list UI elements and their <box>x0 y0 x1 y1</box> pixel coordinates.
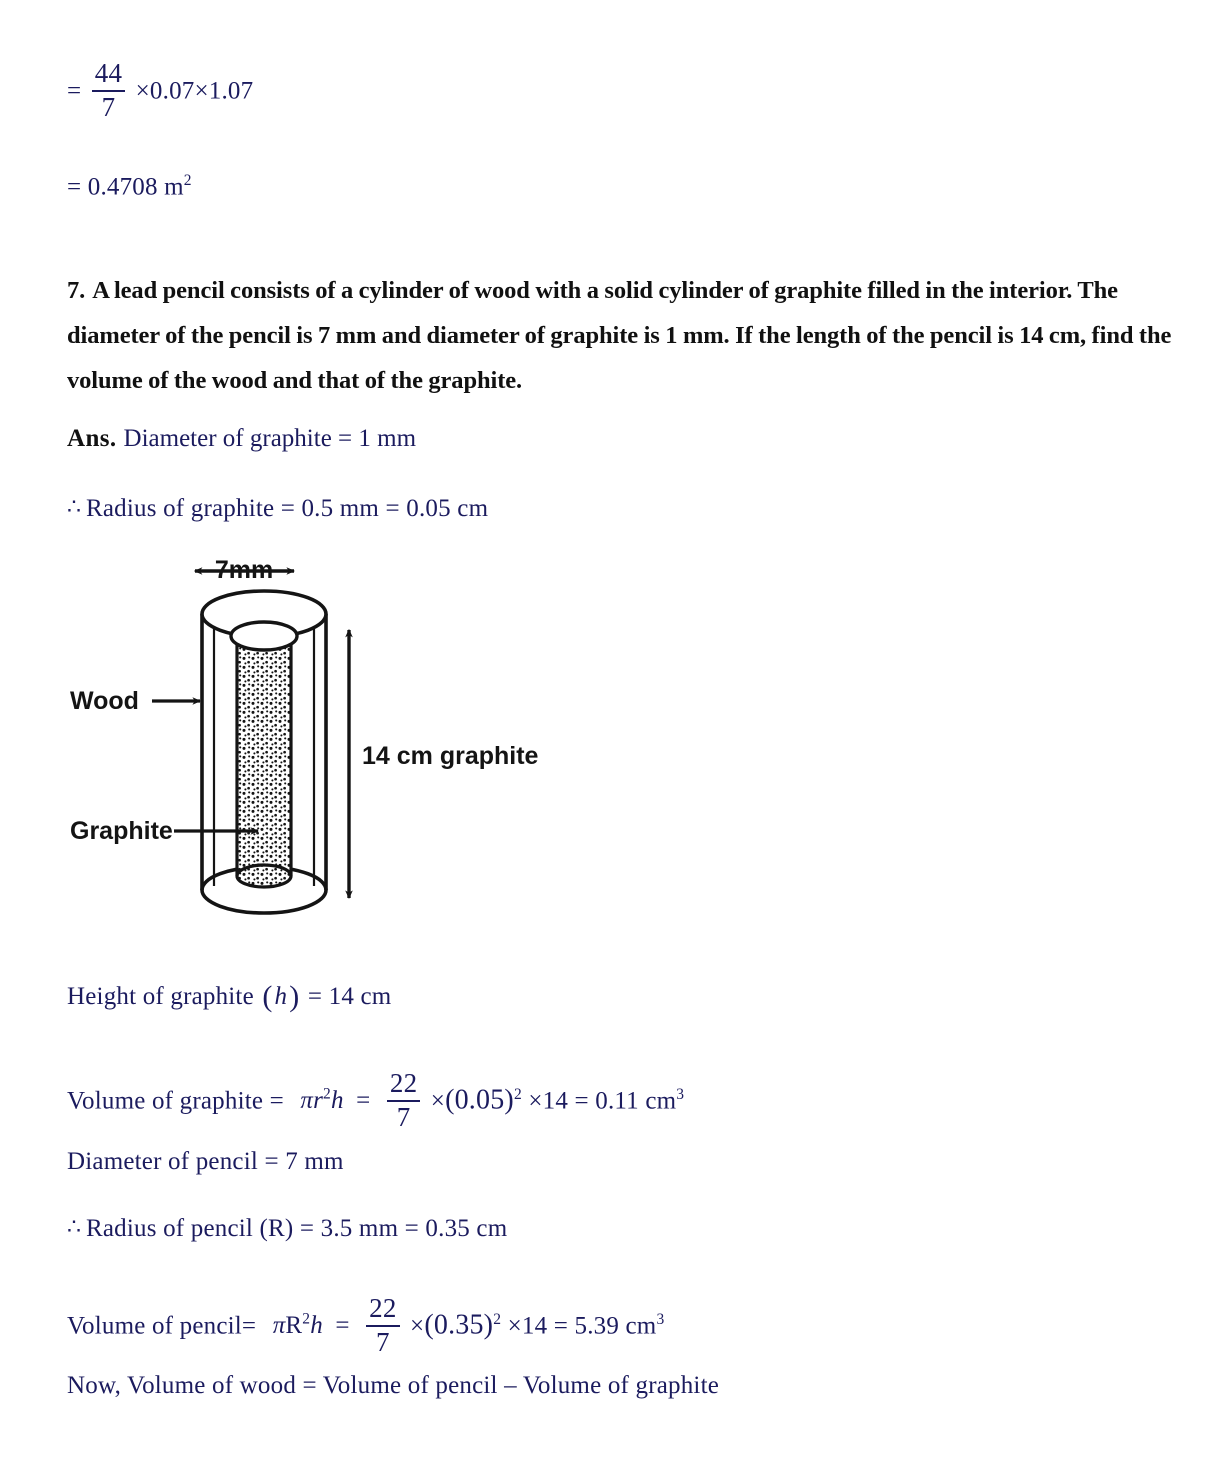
radius-exponent: 2 <box>323 1085 331 1103</box>
paren-open: ( <box>262 980 273 1013</box>
volume-graphite-times-2: ×14 <box>528 1087 569 1115</box>
question-number: 7. <box>67 277 86 304</box>
pi-symbol: π <box>272 1312 286 1340</box>
height-graphite-variable: h <box>274 983 288 1010</box>
answer-first-line <box>67 425 416 453</box>
fraction-numerator: 22 <box>389 1068 418 1098</box>
diameter-pencil-line <box>67 1148 344 1176</box>
radius-capital-symbol: R <box>285 1312 303 1340</box>
fraction-denominator: 7 <box>101 91 116 122</box>
width-dimension-group <box>195 556 294 584</box>
radius-graphite-line <box>67 495 488 523</box>
fraction-numerator: 22 <box>369 1293 397 1323</box>
radius-graphite-text: Radius of graphite = 0.5 mm = 0.05 cm <box>86 495 489 522</box>
pencil-diagram <box>62 548 582 960</box>
volume-pencil-equals-1: = <box>335 1312 350 1340</box>
fraction-22-over-7-graphite <box>387 1070 420 1131</box>
radius-capital-exponent: 2 <box>302 1310 311 1328</box>
volume-graphite-times-1: × <box>430 1087 446 1115</box>
diameter-pencil-text: Diameter of pencil = 7 mm <box>67 1148 344 1175</box>
volume-pencil-result-exponent: 3 <box>656 1310 665 1328</box>
equation-line-2-exponent: 2 <box>183 172 192 189</box>
volume-graphite-formula <box>300 1087 343 1114</box>
volume-graphite-label: Volume of graphite = <box>67 1087 284 1115</box>
answer-first-line-text: Diameter of graphite = 1 mm <box>123 425 417 452</box>
height-symbol: h <box>330 1087 344 1115</box>
volume-pencil-formula <box>273 1312 323 1339</box>
pi-symbol: π <box>300 1087 314 1115</box>
height-dimension-label: 14 cm graphite <box>362 742 539 770</box>
fraction-denominator: 7 <box>396 1101 411 1132</box>
therefore-icon: ∴ <box>67 494 82 519</box>
volume-graphite-result: = 0.11 cm <box>574 1087 677 1115</box>
question-text: A lead pencil consists of a cylinder of wood with a solid cylinder of graphite filled in the interior. The diameter of the pencil is 7 mm and diameter of graphite is 1 mm. If the length of the pencil is 14 cm, find the volume of the wood and that of the graphite. <box>67 277 1172 394</box>
wood-label: Wood <box>70 687 139 715</box>
equation-line-1-rest: ×0.07×1.07 <box>135 77 254 105</box>
volume-pencil-line <box>67 1293 665 1358</box>
height-graphite-line <box>67 978 391 1012</box>
volume-pencil-times-2: ×14 <box>507 1312 548 1340</box>
fraction-numerator: 44 <box>94 58 123 88</box>
width-dimension-label: 7mm <box>214 556 274 584</box>
equation-line-1 <box>67 58 254 123</box>
equation-line-2 <box>67 172 192 201</box>
volume-wood-text: Now, Volume of wood = Volume of pencil – Volume of graphite <box>67 1372 720 1399</box>
fraction-44-over-7 <box>92 60 125 121</box>
volume-graphite-paren-value: (0.05) <box>445 1084 514 1116</box>
volume-graphite-line <box>67 1068 685 1133</box>
radius-pencil-text: Radius of pencil (R) = 3.5 mm = 0.35 cm <box>86 1215 508 1242</box>
radius-pencil-line <box>67 1215 507 1243</box>
volume-pencil-paren-value: (0.35) <box>424 1309 494 1341</box>
graphite-cylinder-group <box>231 622 297 887</box>
height-symbol: h <box>310 1312 323 1340</box>
graphite-bottom-ellipse <box>237 865 291 887</box>
answer-label: Ans. <box>67 425 117 452</box>
pencil-diagram-svg <box>62 548 582 960</box>
volume-pencil-label: Volume of pencil= <box>67 1312 257 1340</box>
graphite-top-hole-ellipse <box>231 622 297 650</box>
paren-close: ) <box>289 980 300 1013</box>
graphite-label: Graphite <box>70 817 173 845</box>
height-dimension-group <box>349 630 539 898</box>
volume-wood-line <box>67 1372 719 1400</box>
volume-graphite-paren-exponent: 2 <box>513 1085 522 1103</box>
volume-pencil-paren-exponent: 2 <box>493 1310 502 1328</box>
volume-pencil-result: = 5.39 cm <box>553 1312 657 1340</box>
fraction-denominator: 7 <box>376 1326 390 1357</box>
question-block <box>67 268 1172 403</box>
radius-symbol: r <box>313 1087 324 1115</box>
graphite-body-fill <box>237 636 291 887</box>
therefore-icon: ∴ <box>67 1214 82 1239</box>
volume-graphite-equals-1: = <box>356 1087 371 1115</box>
volume-pencil-times-1: × <box>410 1312 425 1340</box>
volume-graphite-result-exponent: 3 <box>676 1085 685 1103</box>
equation-line-2-text: = 0.4708 m <box>67 173 184 201</box>
fraction-22-over-7-pencil <box>366 1295 399 1356</box>
wood-label-group <box>70 687 200 715</box>
equals-sign: = <box>67 77 82 105</box>
height-graphite-prefix: Height of graphite <box>67 983 254 1010</box>
height-graphite-value: = 14 cm <box>307 983 392 1010</box>
